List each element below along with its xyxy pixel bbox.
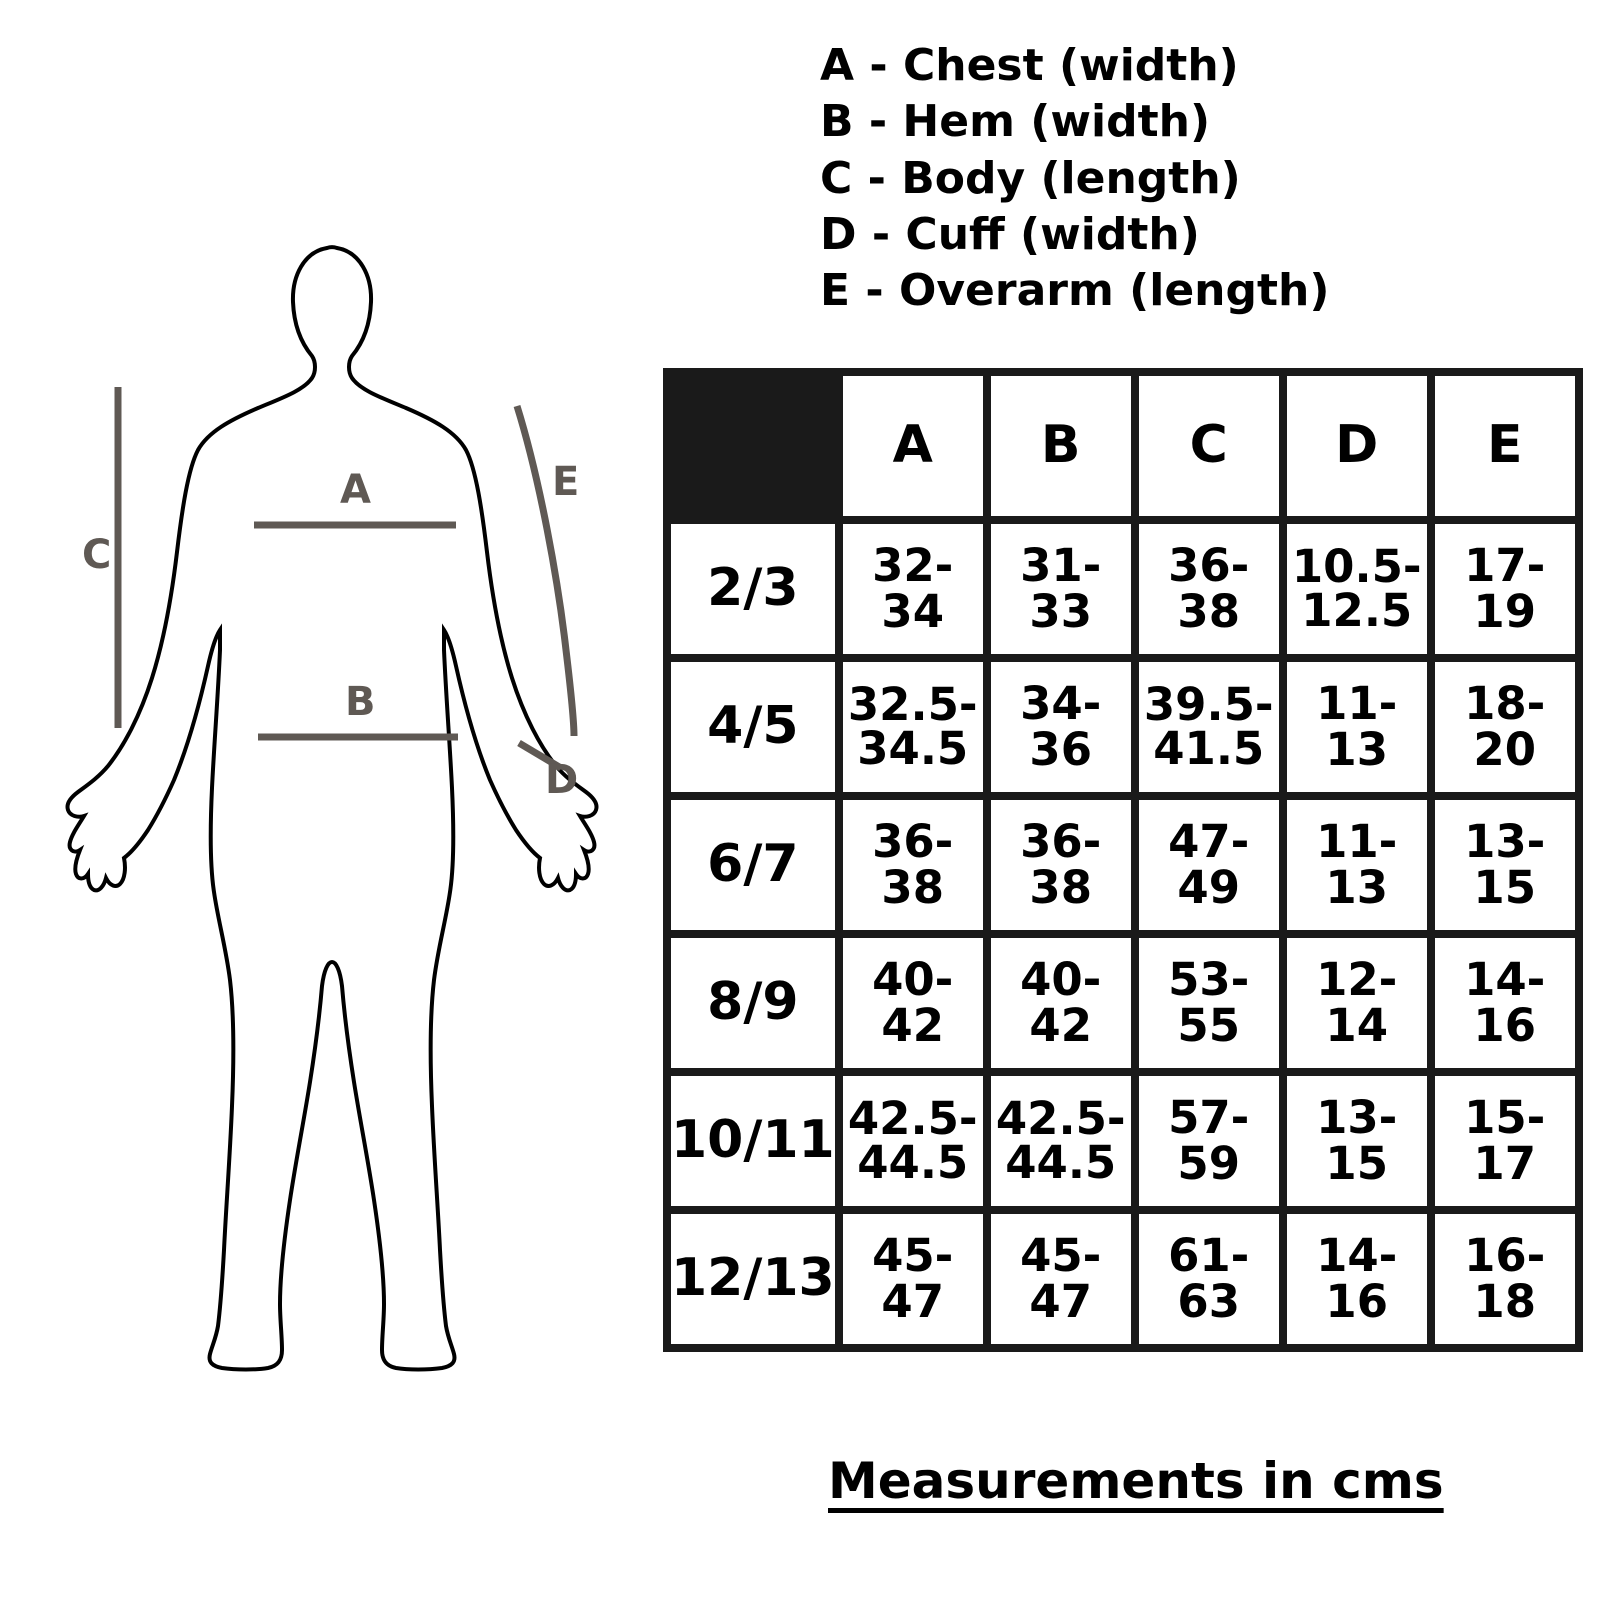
cell-c: 47-49 <box>1139 800 1279 930</box>
table-row <box>671 800 1575 930</box>
cell-e: 18-20 <box>1435 662 1575 792</box>
cell-c: 53-55 <box>1139 938 1279 1068</box>
cell-a: 36-38 <box>843 800 983 930</box>
cell-d: 14-16 <box>1287 1214 1427 1344</box>
column-header-b: B <box>991 376 1131 516</box>
table-row <box>671 524 1575 654</box>
body-outline-svg <box>40 180 680 1400</box>
cell-a: 32.5- 34.5 <box>843 662 983 792</box>
cell-c: 57-59 <box>1139 1076 1279 1206</box>
column-header-c: C <box>1139 376 1279 516</box>
cell-e: 14-16 <box>1435 938 1575 1068</box>
size-label: 4/5 <box>671 662 835 792</box>
legend-item-c: C - Body (length) <box>820 152 1241 204</box>
column-header-a: A <box>843 376 983 516</box>
cell-c: 36-38 <box>1139 524 1279 654</box>
table-row <box>671 938 1575 1068</box>
cell-e: 16-18 <box>1435 1214 1575 1344</box>
cell-c: 39.5- 41.5 <box>1139 662 1279 792</box>
cell-b: 36-38 <box>991 800 1131 930</box>
cell-b: 42.5- 44.5 <box>991 1076 1131 1206</box>
cell-b: 40-42 <box>991 938 1131 1068</box>
legend-item-b: B - Hem (width) <box>820 96 1211 148</box>
cell-d: 12-14 <box>1287 938 1427 1068</box>
size-label: 2/3 <box>671 524 835 654</box>
cell-b: 34-36 <box>991 662 1131 792</box>
column-header-e: E <box>1435 376 1575 516</box>
measurement-legend <box>820 38 1520 320</box>
size-label: 10/11 <box>671 1076 835 1206</box>
label-a: A <box>340 467 371 513</box>
body-diagram <box>40 180 680 1400</box>
cell-d: 10.5- 12.5 <box>1287 524 1427 654</box>
label-c: C <box>82 532 112 578</box>
cell-e: 15-17 <box>1435 1076 1575 1206</box>
cell-d: 11-13 <box>1287 662 1427 792</box>
cell-a: 32-34 <box>843 524 983 654</box>
cell-b: 31-33 <box>991 524 1131 654</box>
table-row <box>671 662 1575 792</box>
measurement-units-note: Measurements in cms <box>828 1452 1444 1510</box>
size-label: 6/7 <box>671 800 835 930</box>
column-header-d: D <box>1287 376 1427 516</box>
table-row <box>671 1214 1575 1344</box>
size-label: 12/13 <box>671 1214 835 1344</box>
overarm-measure-line <box>517 406 574 736</box>
table-row <box>671 1076 1575 1206</box>
size-label: 8/9 <box>671 938 835 1068</box>
label-b: B <box>345 679 376 725</box>
label-d: D <box>545 757 579 803</box>
cell-a: 42.5- 44.5 <box>843 1076 983 1206</box>
legend-item-e: E - Overarm (length) <box>820 265 1330 317</box>
cell-a: 40-42 <box>843 938 983 1068</box>
table-corner-cell <box>671 376 835 516</box>
cell-b: 45-47 <box>991 1214 1131 1344</box>
cell-c: 61-63 <box>1139 1214 1279 1344</box>
cell-d: 13-15 <box>1287 1076 1427 1206</box>
label-e: E <box>552 459 580 505</box>
cell-a: 45-47 <box>843 1214 983 1344</box>
legend-item-d: D - Cuff (width) <box>820 208 1200 260</box>
legend-item-a: A - Chest (width) <box>820 40 1239 91</box>
cell-e: 17-19 <box>1435 524 1575 654</box>
cell-d: 11-13 <box>1287 800 1427 930</box>
size-chart-table <box>663 368 1583 1352</box>
cell-e: 13-15 <box>1435 800 1575 930</box>
table-header-row <box>671 376 1575 516</box>
